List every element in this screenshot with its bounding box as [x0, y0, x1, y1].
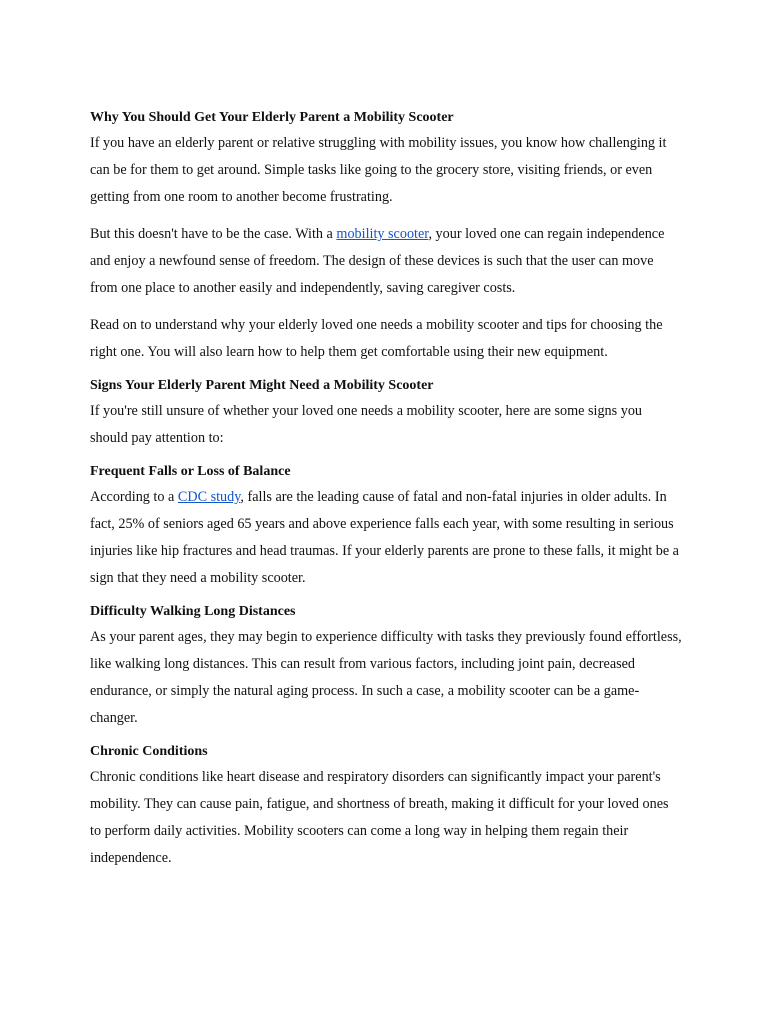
falls-heading: Frequent Falls or Loss of Balance [90, 464, 291, 479]
cdc-study-link[interactable]: CDC study [177, 489, 241, 505]
intro-paragraph-2 [90, 221, 682, 302]
falls-paragraph-text-before: According to a [90, 489, 178, 505]
signs-heading: Signs Your Elderly Parent Might Need a Mobility Scooter [90, 378, 434, 393]
article-title: Why You Should Get Your Elderly Parent a Mobility Scooter [90, 110, 454, 125]
document-page [90, 108, 682, 882]
falls-paragraph [90, 484, 682, 592]
chronic-heading: Chronic Conditions [90, 744, 208, 759]
intro-paragraph-3: Read on to understand why your elderly loved one needs a mobility scooter and tips for choosing the right one. You will also learn how to help them get comfortable using their new equipment. [90, 317, 663, 360]
intro-paragraph-2-text-before: But this doesn't have to be the case. With a [90, 226, 337, 242]
intro-paragraph-1: If you have an elderly parent or relative struggling with mobility issues, you know how challenging it can be for them to get around. Simple tasks like going to the grocery store, visiting friends, or even getting from one room to another become frustrating. [90, 135, 667, 205]
mobility-scooter-link[interactable]: mobility scooter [336, 226, 429, 242]
walking-paragraph: As your parent ages, they may begin to experience difficulty with tasks they previously found effortless, like walking long distances. This can result from various factors, including joint pain, decreased endurance, or simply the natural aging process. In such a case, a mobility scooter can be a game-changer. [90, 629, 682, 726]
chronic-paragraph: Chronic conditions like heart disease and respiratory disorders can significantly impact your parent's mobility. They can cause pain, fatigue, and shortness of breath, making it difficult for your loved ones to perform daily activities. Mobility scooters can come a long way in helping them regain their independence. [90, 769, 669, 866]
falls-paragraph-text-after: , falls are the leading cause of fatal and non-fatal injuries in older adults. In fact, 25% of seniors aged 65 years and above experience falls each year, with some resulting in serious injuries like hip fractures and head traumas. If your elderly parents are prone to these falls, it might be a sign that they need a mobility scooter. [90, 489, 679, 586]
intro-paragraph-2-text-after: , your loved one can regain independence and enjoy a newfound sense of freedom. The design of these devices is such that the user can move from one place to another easily and independently, saving caregiver costs. [90, 226, 665, 296]
walking-heading: Difficulty Walking Long Distances [90, 604, 296, 619]
signs-paragraph: If you're still unsure of whether your loved one needs a mobility scooter, here are some signs you should pay attention to: [90, 403, 643, 446]
